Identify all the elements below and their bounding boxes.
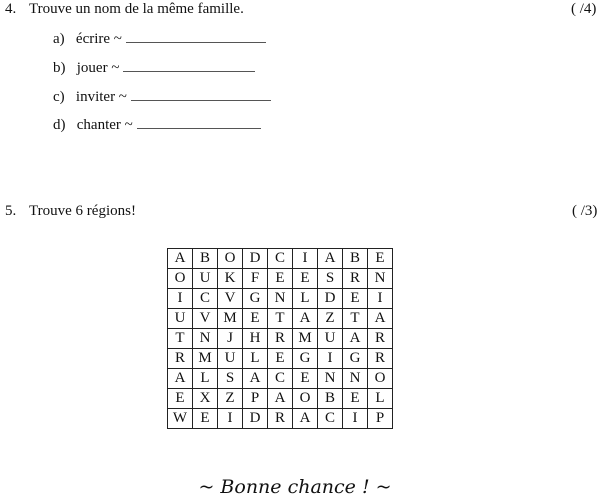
grid-cell[interactable]: O: [368, 369, 393, 389]
grid-cell[interactable]: E: [268, 349, 293, 369]
q4-item-d: [53, 116, 261, 134]
grid-cell[interactable]: P: [243, 389, 268, 409]
grid-cell[interactable]: E: [243, 309, 268, 329]
grid-cell[interactable]: Z: [318, 309, 343, 329]
grid-cell[interactable]: I: [218, 409, 243, 429]
grid-cell[interactable]: R: [268, 409, 293, 429]
grid-cell[interactable]: C: [193, 289, 218, 309]
grid-cell[interactable]: A: [293, 309, 318, 329]
grid-cell[interactable]: A: [168, 249, 193, 269]
q5-score: ( /3): [572, 203, 598, 219]
q5-title: Trouve 6 régions!: [29, 203, 136, 219]
grid-cell[interactable]: O: [293, 389, 318, 409]
answer-blank[interactable]: [126, 30, 266, 43]
grid-cell[interactable]: E: [293, 369, 318, 389]
answer-blank[interactable]: [123, 59, 255, 72]
grid-cell[interactable]: T: [268, 309, 293, 329]
grid-cell[interactable]: J: [218, 329, 243, 349]
grid-cell[interactable]: C: [268, 249, 293, 269]
grid-cell[interactable]: G: [243, 289, 268, 309]
grid-row: [168, 269, 393, 289]
q4-item-c: [53, 88, 271, 106]
q4-title: Trouve un nom de la même famille.: [29, 1, 244, 17]
grid-cell[interactable]: A: [293, 409, 318, 429]
grid-cell[interactable]: A: [318, 249, 343, 269]
item-word: jouer ~: [76, 60, 120, 76]
grid-cell[interactable]: N: [193, 329, 218, 349]
grid-cell[interactable]: R: [368, 329, 393, 349]
grid-cell[interactable]: U: [318, 329, 343, 349]
grid-cell[interactable]: B: [193, 249, 218, 269]
word-search-grid: [167, 248, 393, 429]
grid-cell[interactable]: L: [243, 349, 268, 369]
grid-cell[interactable]: X: [193, 389, 218, 409]
grid-cell[interactable]: O: [218, 249, 243, 269]
grid-cell[interactable]: L: [193, 369, 218, 389]
grid-cell[interactable]: I: [343, 409, 368, 429]
item-label: a): [53, 31, 65, 47]
footer-message: ~ Bonne chance ! ~: [198, 476, 392, 498]
grid-cell[interactable]: N: [368, 269, 393, 289]
grid-row: [168, 289, 393, 309]
grid-row: [168, 389, 393, 409]
item-label: b): [53, 60, 66, 76]
grid-cell[interactable]: E: [193, 409, 218, 429]
grid-cell[interactable]: D: [243, 409, 268, 429]
grid-row: [168, 309, 393, 329]
grid-cell[interactable]: A: [268, 389, 293, 409]
grid-cell[interactable]: T: [168, 329, 193, 349]
q4-score: ( /4): [571, 1, 597, 17]
grid-cell[interactable]: A: [343, 329, 368, 349]
grid-cell[interactable]: I: [318, 349, 343, 369]
grid-row: [168, 409, 393, 429]
grid-row: [168, 349, 393, 369]
grid-cell[interactable]: E: [368, 249, 393, 269]
grid-cell[interactable]: E: [343, 289, 368, 309]
grid-cell[interactable]: N: [268, 289, 293, 309]
grid-cell[interactable]: V: [218, 289, 243, 309]
grid-cell[interactable]: B: [318, 389, 343, 409]
grid-cell[interactable]: U: [218, 349, 243, 369]
grid-cell[interactable]: G: [293, 349, 318, 369]
grid-cell[interactable]: K: [218, 269, 243, 289]
item-word: chanter ~: [76, 117, 133, 133]
q4-number: 4.: [5, 1, 17, 17]
grid-cell[interactable]: T: [343, 309, 368, 329]
answer-blank[interactable]: [137, 116, 261, 129]
grid-cell[interactable]: R: [268, 329, 293, 349]
grid-cell[interactable]: E: [293, 269, 318, 289]
grid-cell[interactable]: L: [293, 289, 318, 309]
grid-cell[interactable]: F: [243, 269, 268, 289]
item-word: écrire ~: [75, 31, 122, 47]
grid-cell[interactable]: B: [343, 249, 368, 269]
answer-blank[interactable]: [131, 88, 271, 101]
q4-item-a: [53, 30, 266, 48]
grid-cell[interactable]: A: [243, 369, 268, 389]
grid-cell[interactable]: S: [318, 269, 343, 289]
grid-cell[interactable]: C: [318, 409, 343, 429]
item-label: d): [53, 117, 66, 133]
grid-cell[interactable]: I: [168, 289, 193, 309]
grid-cell[interactable]: M: [293, 329, 318, 349]
grid-cell[interactable]: U: [193, 269, 218, 289]
grid-cell[interactable]: A: [368, 309, 393, 329]
grid-cell[interactable]: I: [293, 249, 318, 269]
grid-cell[interactable]: E: [168, 389, 193, 409]
grid-cell[interactable]: E: [268, 269, 293, 289]
grid-cell[interactable]: H: [243, 329, 268, 349]
grid-cell[interactable]: D: [318, 289, 343, 309]
q5-number: 5.: [5, 203, 17, 219]
grid-cell[interactable]: G: [343, 349, 368, 369]
grid-cell[interactable]: M: [193, 349, 218, 369]
grid-cell[interactable]: I: [368, 289, 393, 309]
grid-cell[interactable]: R: [343, 269, 368, 289]
grid-row: [168, 329, 393, 349]
item-label: c): [53, 89, 65, 105]
grid-cell[interactable]: W: [168, 409, 193, 429]
grid-cell[interactable]: U: [168, 309, 193, 329]
grid-cell[interactable]: M: [218, 309, 243, 329]
grid-cell[interactable]: R: [168, 349, 193, 369]
grid-cell[interactable]: O: [168, 269, 193, 289]
grid-cell[interactable]: V: [193, 309, 218, 329]
grid-row: [168, 369, 393, 389]
grid-cell[interactable]: A: [168, 369, 193, 389]
grid-cell[interactable]: N: [318, 369, 343, 389]
grid-cell[interactable]: S: [218, 369, 243, 389]
item-word: inviter ~: [75, 89, 127, 105]
grid-cell[interactable]: Z: [218, 389, 243, 409]
grid-cell[interactable]: P: [368, 409, 393, 429]
grid-cell[interactable]: E: [343, 389, 368, 409]
q4-item-b: [53, 59, 255, 77]
grid-cell[interactable]: N: [343, 369, 368, 389]
grid-row: [168, 249, 393, 269]
grid-cell[interactable]: R: [368, 349, 393, 369]
grid-cell[interactable]: C: [268, 369, 293, 389]
grid-cell[interactable]: L: [368, 389, 393, 409]
grid-cell[interactable]: D: [243, 249, 268, 269]
